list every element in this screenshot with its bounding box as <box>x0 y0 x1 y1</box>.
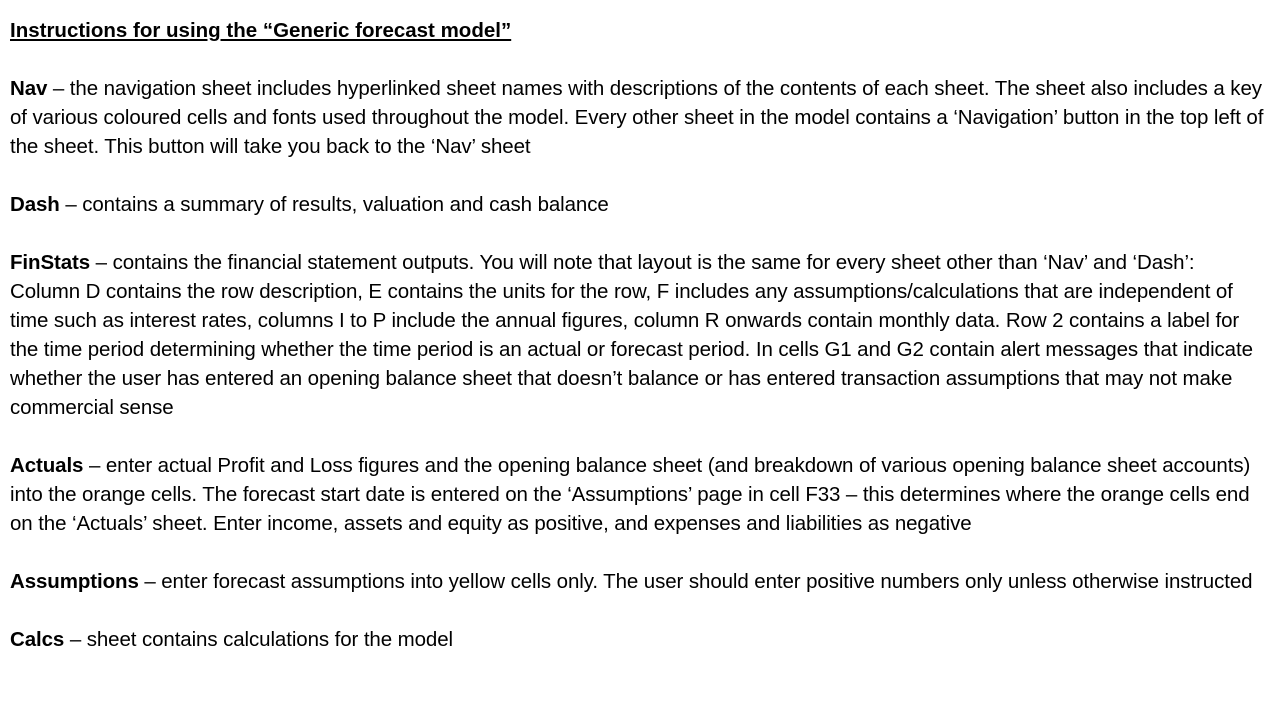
section-text: – contains the financial statement outputs. You will note that layout is the same for every sheet other than ‘Nav’ and ‘Dash’: Column D contains the row description, E contains the units for the row, F includes any assumptions/calculations that are independent of time such as interest rates, columns I to P include the annual figures, column R onwards contain monthly data. Row 2 contains a label for the time period determining whether the time period is an actual or forecast period. In cells G1 and G2 contain alert messages that indicate whether the user has entered an opening balance sheet that doesn’t balance or has entered transaction assumptions that may not make commercial sense <box>10 251 1253 419</box>
section-label: FinStats <box>10 251 91 274</box>
section-label: Dash <box>10 193 60 216</box>
section-dash <box>10 190 1270 219</box>
section-actuals <box>10 451 1270 538</box>
page-title: Instructions for using the “Generic forecast model” <box>10 19 512 42</box>
section-text: – the navigation sheet includes hyperlinked sheet names with descriptions of the contents of each sheet. The sheet also includes a key of various coloured cells and fonts used throughout the model. Every other sheet in the model contains a ‘Navigation’ button in the top left of the sheet. This button will take you back to the ‘Nav’ sheet <box>10 77 1264 158</box>
section-finstats <box>10 248 1270 422</box>
section-calcs <box>10 625 1270 654</box>
section-label: Calcs <box>10 628 65 651</box>
section-text: – enter forecast assumptions into yellow cells only. The user should enter positive numbers only unless otherwise instructed <box>138 570 1253 593</box>
section-text: – enter actual Profit and Loss figures and the opening balance sheet (and breakdown of various opening balance sheet accounts) into the orange cells. The forecast start date is entered on the ‘Assumptions’ page in cell F33 – this determines where the orange cells end on the ‘Actuals’ sheet. Enter income, assets and equity as positive, and expenses and liabilities as negative <box>10 454 1251 535</box>
section-assumptions <box>10 567 1270 596</box>
section-text: – contains a summary of results, valuation and cash balance <box>59 193 609 216</box>
section-label: Actuals <box>10 454 84 477</box>
section-label: Nav <box>10 77 48 100</box>
section-label: Assumptions <box>10 570 139 593</box>
section-text: – sheet contains calculations for the model <box>64 628 453 651</box>
section-nav <box>10 74 1270 161</box>
